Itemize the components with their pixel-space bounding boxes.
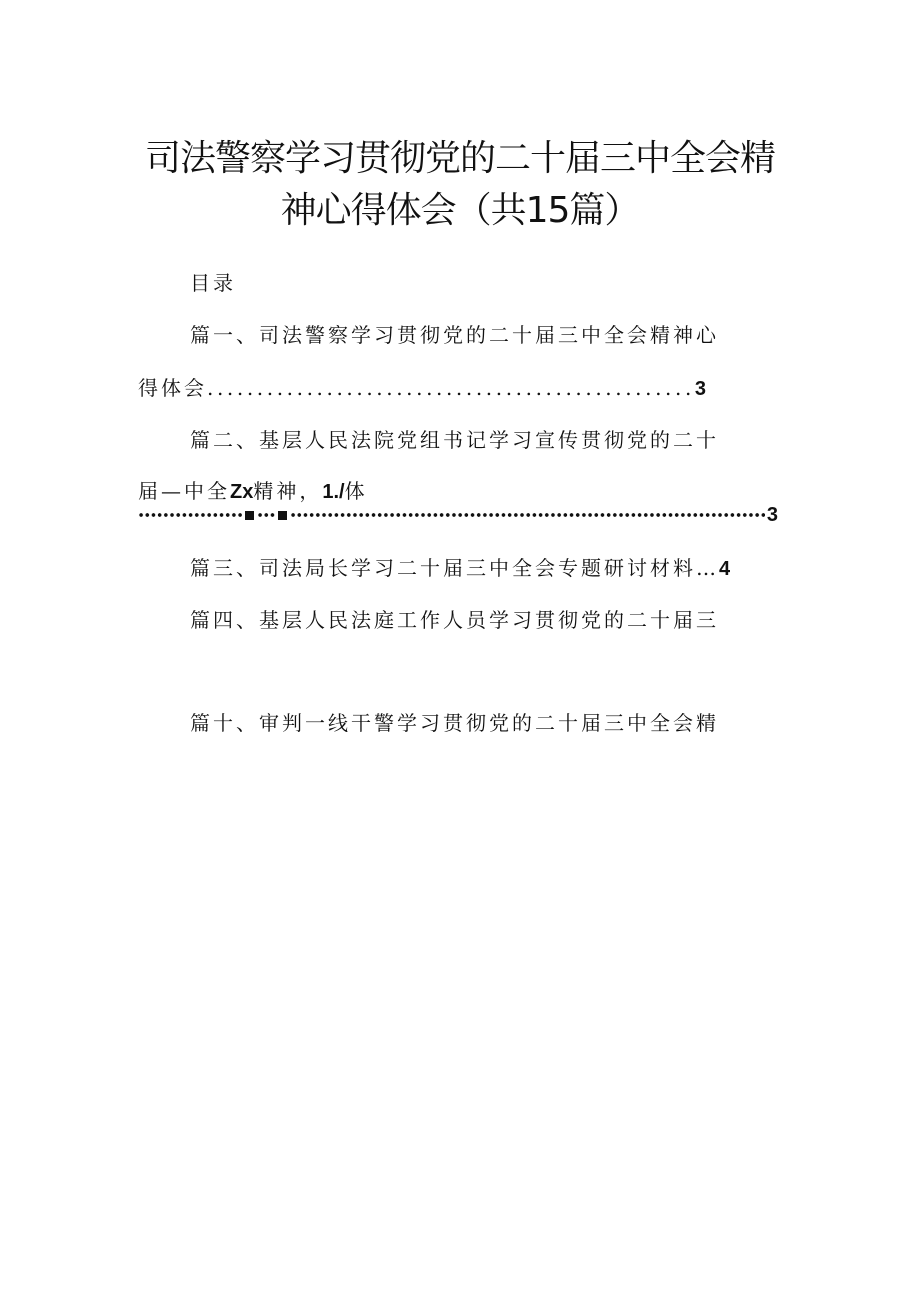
toc-entry-1-text: 得体会 — [138, 376, 207, 400]
toc-entry-3-page: 4 — [719, 558, 731, 580]
toc-entry-2-text-b: Zx — [230, 481, 254, 503]
toc-entry-2-leader — [138, 502, 778, 528]
toc-entry-4[interactable]: 篇四、基层人民法庭工作人员学习贯彻党的二十届三 — [190, 608, 719, 632]
toc-entry-2-text-e: 体 — [344, 479, 368, 503]
toc-entry-2-page: 3 — [766, 503, 778, 526]
leader-dots — [290, 511, 765, 519]
toc-entry-1-line-2[interactable] — [138, 372, 778, 401]
document-title-line-2: 神心得体会（共15篇） — [280, 190, 640, 231]
square-glyph — [245, 511, 254, 520]
toc-heading: 目录 — [190, 271, 236, 295]
leader-dots — [257, 511, 275, 519]
toc-entry-2-line-1[interactable]: 篇二、基层人民法院党组书记学习宣传贯彻党的二十 — [190, 428, 719, 452]
toc-entry-2-text-c: 精神， — [253, 479, 323, 503]
square-glyph — [278, 511, 287, 520]
toc-entry-2-text-a: 届—中全 — [138, 479, 230, 503]
toc-entry-1-page: 3 — [694, 378, 707, 400]
toc-entry-1-line-1[interactable]: 篇一、司法警察学习贯彻党的二十届三中全会精神心 — [190, 323, 719, 347]
toc-entry-3-text: 篇三、司法局长学习二十届三中全会专题研讨材料… — [190, 556, 719, 580]
toc-entry-10[interactable]: 篇十、审判一线干警学习贯彻党的二十届三中全会精 — [190, 711, 719, 735]
toc-entry-2-text-d: 1./ — [322, 481, 345, 503]
toc-entry-3[interactable] — [190, 552, 730, 581]
toc-entry-2-line-2[interactable] — [138, 475, 368, 504]
document-title-line-1: 司法警察学习贯彻党的二十届三中全会精 — [144, 138, 775, 179]
toc-entry-1-leader: ................................................. — [207, 376, 695, 400]
leader-dots — [138, 511, 242, 519]
